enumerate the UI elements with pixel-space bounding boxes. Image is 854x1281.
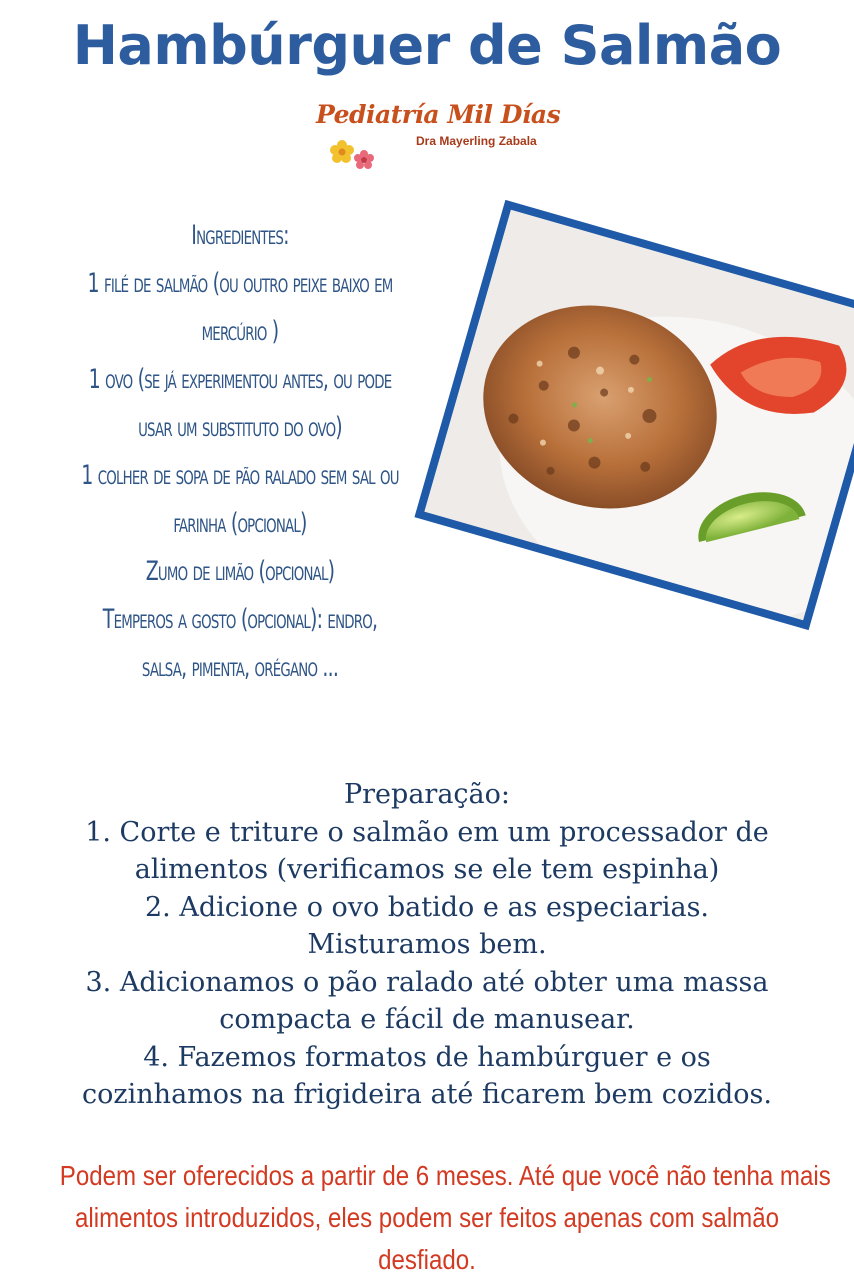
preparation-line: 4. Fazemos formatos de hambúrguer e os [143,1041,711,1073]
ingredient-line: 1 ovo (se já experimentou antes, ou pode [88,364,392,395]
brand-logo [316,100,561,175]
brand-name: Pediatría Mil Días [316,100,561,129]
preparation-line: cozinhamos na frigideira até ficarem bem cozidos. [82,1079,772,1110]
flower-icon [328,136,378,174]
ingredient-line: Temperos a gosto (opcional): endro, [102,604,378,635]
note-line: desfiado. [378,1244,476,1275]
preparation-line: alimentos (verificamos se ele tem espinha) [134,854,720,885]
note-line: Podem ser oferecidos a partir de 6 meses. Até que você não tenha mais [59,1160,831,1191]
preparation-line: 3. Adicionamos o pão ralado até obter uma massa [85,966,769,998]
burger-photo [414,200,854,630]
note-line: alimentos introduzidos, eles podem ser feitos apenas com salmão [74,1202,780,1233]
ingredients-list [20,212,460,692]
preparation-steps [0,776,854,1114]
preparation-line: compacta e fácil de manusear. [219,1004,635,1035]
brand-author: Dra Mayerling Zabala [416,134,537,148]
ingredient-line: salsa, pimenta, orégano ... [141,652,339,683]
ingredient-line: mercúrio ) [201,316,279,347]
page-title: Hambúrguer de Salmão [72,14,782,77]
ingredient-line: 1 filé de salmão (ou outro peixe baixo em [87,268,393,299]
preparation-line: Misturamos bem. [307,929,547,960]
ingredient-line: Zumo de limão (opcional) [145,556,335,587]
preparation-line: 2. Adicione o ovo batido e as especiarias. [144,891,710,923]
ingredient-line: 1 colher de sopa de pão ralado sem sal ou [81,460,399,491]
ingredients-heading: Ingredientes: [191,220,289,251]
preparation-heading: Preparação: [343,779,510,810]
preparation-line: 1. Corte e triture o salmão em um processador de [85,816,769,848]
burger-photo-illustration [424,210,854,620]
age-note [0,1155,854,1281]
ingredient-line: usar um substituto do ovo) [138,412,342,443]
ingredient-line: farinha (opcional) [173,508,307,539]
